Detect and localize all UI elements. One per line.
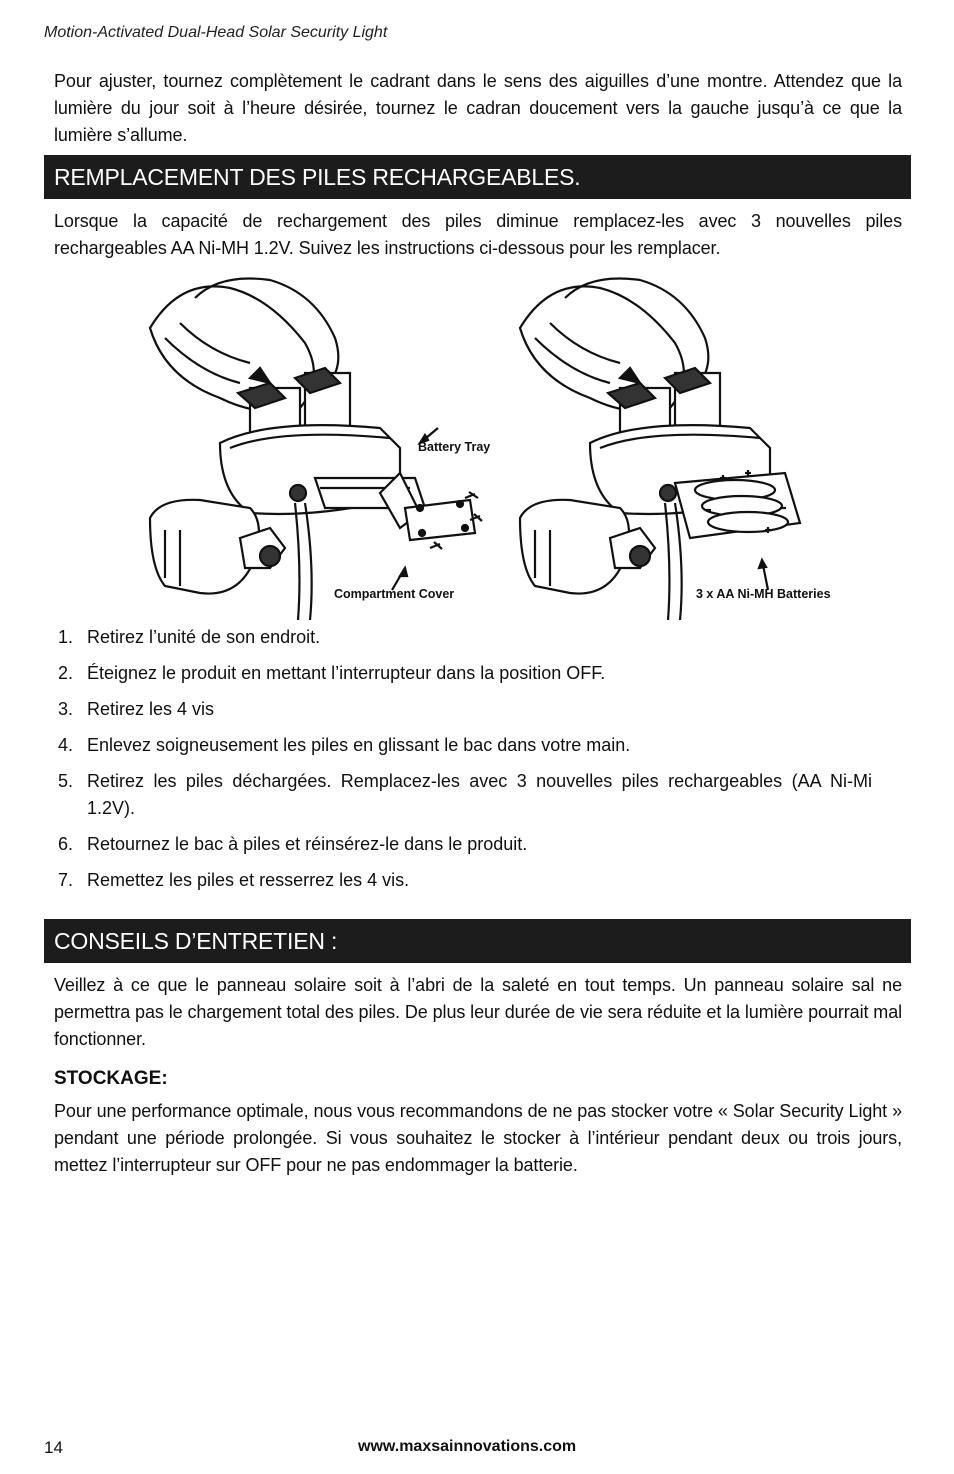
storage-heading: STOCKAGE: xyxy=(54,1068,168,1089)
step-number: 7. xyxy=(58,870,74,890)
step-number: 4. xyxy=(58,735,74,755)
section-heading-maintenance: CONSEILS D’ENTRETIEN : xyxy=(44,919,911,963)
page-number: 14 xyxy=(44,1438,63,1457)
step-text: Éteignez le produit en mettant l’interrupteur dans la position OFF. xyxy=(87,663,606,683)
step-text: Retirez les 4 vis xyxy=(87,699,215,719)
step-number: 3. xyxy=(58,699,74,719)
step-number: 6. xyxy=(58,834,74,854)
instruction-steps-list xyxy=(54,624,902,903)
maintenance-paragraph: Veillez à ce que le panneau solaire soit à l’abri de la saleté en tout temps. Un panneau solaire sal ne permettra pas le chargement total des piles. De plus leur durée de vie sera réduite et la lumière pourrait mal fonctionner. xyxy=(54,975,902,1049)
step-text: Retirez l’unité de son endroit. xyxy=(87,627,321,647)
section-heading-battery-replacement: REMPLACEMENT DES PILES RECHARGEABLES. xyxy=(44,155,911,199)
right-fixture-drawing xyxy=(520,278,800,620)
label-compartment-cover: Compartment Cover xyxy=(334,587,455,601)
list-item xyxy=(54,768,902,822)
battery-replacement-illustration xyxy=(120,268,840,620)
step-number: 2. xyxy=(58,663,74,683)
step-text: Enlevez soigneusement les piles en glissant le bac dans votre main. xyxy=(87,735,631,755)
step-number: 1. xyxy=(58,627,74,647)
list-item xyxy=(54,660,902,687)
intro-paragraph: Pour ajuster, tournez complètement le cadrant dans le sens des aiguilles d’une montre. Attendez que la lumière du jour soit à l’heure désirée, tournez le cadran doucement vers la gauche jusqu’à ce que la lumière s’allume. xyxy=(54,71,902,145)
list-item xyxy=(54,732,902,759)
running-header: Motion-Activated Dual-Head Solar Security Light xyxy=(44,24,388,41)
label-battery-tray: Battery Tray xyxy=(418,440,491,454)
storage-paragraph: Pour une performance optimale, nous vous recommandons de ne pas stocker votre « Solar Security Light » pendant une période prolongée. Si vous souhaitez le stocker à l’intérieur pendant deux ou trois jours, mettez l’interrupteur sur OFF pour ne pas endommager la batterie. xyxy=(54,1101,902,1175)
list-item xyxy=(54,867,902,894)
footer-url: www.maxsainnovations.com xyxy=(358,1438,577,1455)
label-batteries: 3 x AA Ni-MH Batteries xyxy=(696,587,831,601)
step-text: Retirez les piles déchargées. Remplacez-les avec 3 nouvelles piles rechargeables (AA Ni-Mi 1.2V). xyxy=(87,771,872,818)
battery-replacement-paragraph: Lorsque la capacité de rechargement des piles diminue remplacez-les avec 3 nouvelles piles rechargeables AA Ni-MH 1.2V. Suivez les instructions ci-dessous pour les remplacer. xyxy=(54,211,902,258)
list-item xyxy=(54,624,902,651)
step-text: Retournez le bac à piles et réinsérez-le dans le produit. xyxy=(87,834,528,854)
list-item xyxy=(54,831,902,858)
step-number: 5. xyxy=(58,771,74,791)
list-item xyxy=(54,696,902,723)
step-text: Remettez les piles et resserrez les 4 vis. xyxy=(87,870,410,890)
